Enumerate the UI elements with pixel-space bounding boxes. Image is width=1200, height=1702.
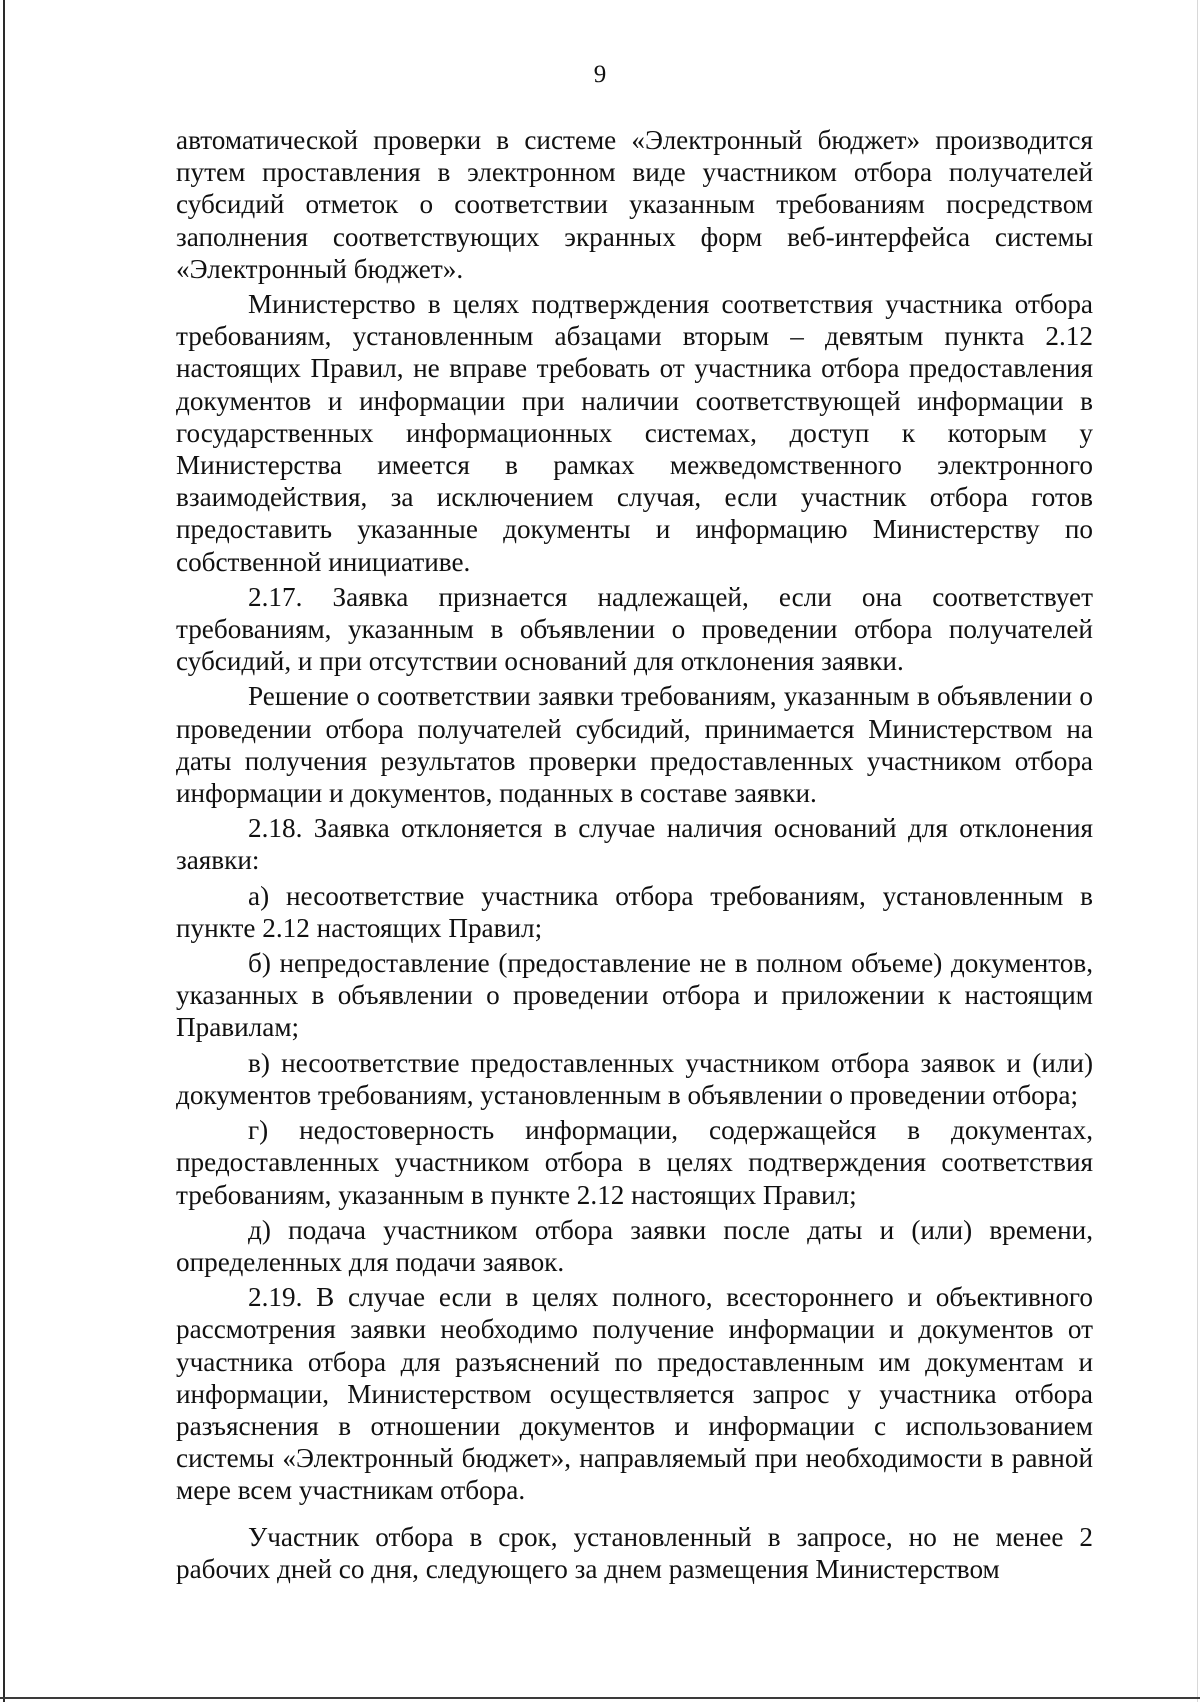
scan-border-bottom: [0, 1697, 1200, 1699]
paragraph-2-19: 2.19. В случае если в целях полного, всестороннего и объективного рассмотрения заявки необходимо получение информации и документов от участника отбора для разъяснений по предоставленным им документам и информации, Министерством осуществляется запрос у участника отбора разъяснения в отношении документов и информации с использованием системы «Электронный бюджет», направляемый при необходимости в равной мере всем участникам отбора.: [176, 1282, 1093, 1506]
paragraph-continuation: автоматической проверки в системе «Электронный бюджет» производится путем проставления в электронном виде участником отбора получателей субсидий отметок о соответствии указанным требованиям посредством заполнения соответствующих экранных форм веб-интерфейса системы «Электронный бюджет».: [176, 125, 1093, 284]
list-item-a: а) несоответствие участника отбора требованиям, установленным в пункте 2.12 настоящих Правил;: [176, 880, 1093, 943]
scan-border-left: [3, 0, 5, 1702]
paragraph-2-18: 2.18. Заявка отклоняется в случае наличия оснований для отклонения заявки:: [176, 813, 1093, 876]
list-item-b: б) непредоставление (предоставление не в полном объеме) документов, указанных в объявлении о проведении отбора и приложении к настоящим Правилам;: [176, 948, 1093, 1043]
scan-border-right: [1197, 0, 1198, 1702]
list-item-g: г) недостоверность информации, содержащейся в документах, предоставленных участником отбора в целях подтверждения соответствия требованиям, указанным в пункте 2.12 настоящих Правил;: [176, 1115, 1093, 1210]
list-item-d: д) подача участником отбора заявки после даты и (или) времени, определенных для подачи заявок.: [176, 1214, 1093, 1277]
document-body: [176, 124, 1093, 1585]
paragraph-ministry-requirements: Министерство в целях подтверждения соответствия участника отбора требованиям, установленным абзацами вторым – девятым пункта 2.12 настоящих Правил, не вправе требовать от участника отбора предоставления документов и информации при наличии соответствующей информации в государственных информационных системах, доступ к которым у Министерства имеется в рамках межведомственного электронного взаимодействия, за исключением случая, если участник отбора готов предоставить указанные документы и информацию Министерству по собственной инициативе.: [176, 289, 1093, 577]
paragraph-2-17: 2.17. Заявка признается надлежащей, если она соответствует требованиям, указанным в объявлении о проведении отбора получателей субсидий, и при отсутствии оснований для отклонения заявки.: [176, 581, 1093, 677]
paragraph-decision: Решение о соответствии заявки требованиям, указанным в объявлении о проведении отбора получателей субсидий, принимается Министерством на даты получения результатов проверки предоставленных участником отбора информации и документов, поданных в составе заявки.: [176, 681, 1093, 809]
page-number: 9: [593, 61, 607, 88]
list-item-v: в) несоответствие предоставленных участником отбора заявок и (или) документов требованиям, установленным в объявлении о проведении отбора;: [176, 1047, 1093, 1110]
paragraph-participant-deadline: Участник отбора в срок, установленный в запросе, но не менее 2 рабочих дней со дня, следующего за днем размещения Министерством: [176, 1521, 1093, 1584]
